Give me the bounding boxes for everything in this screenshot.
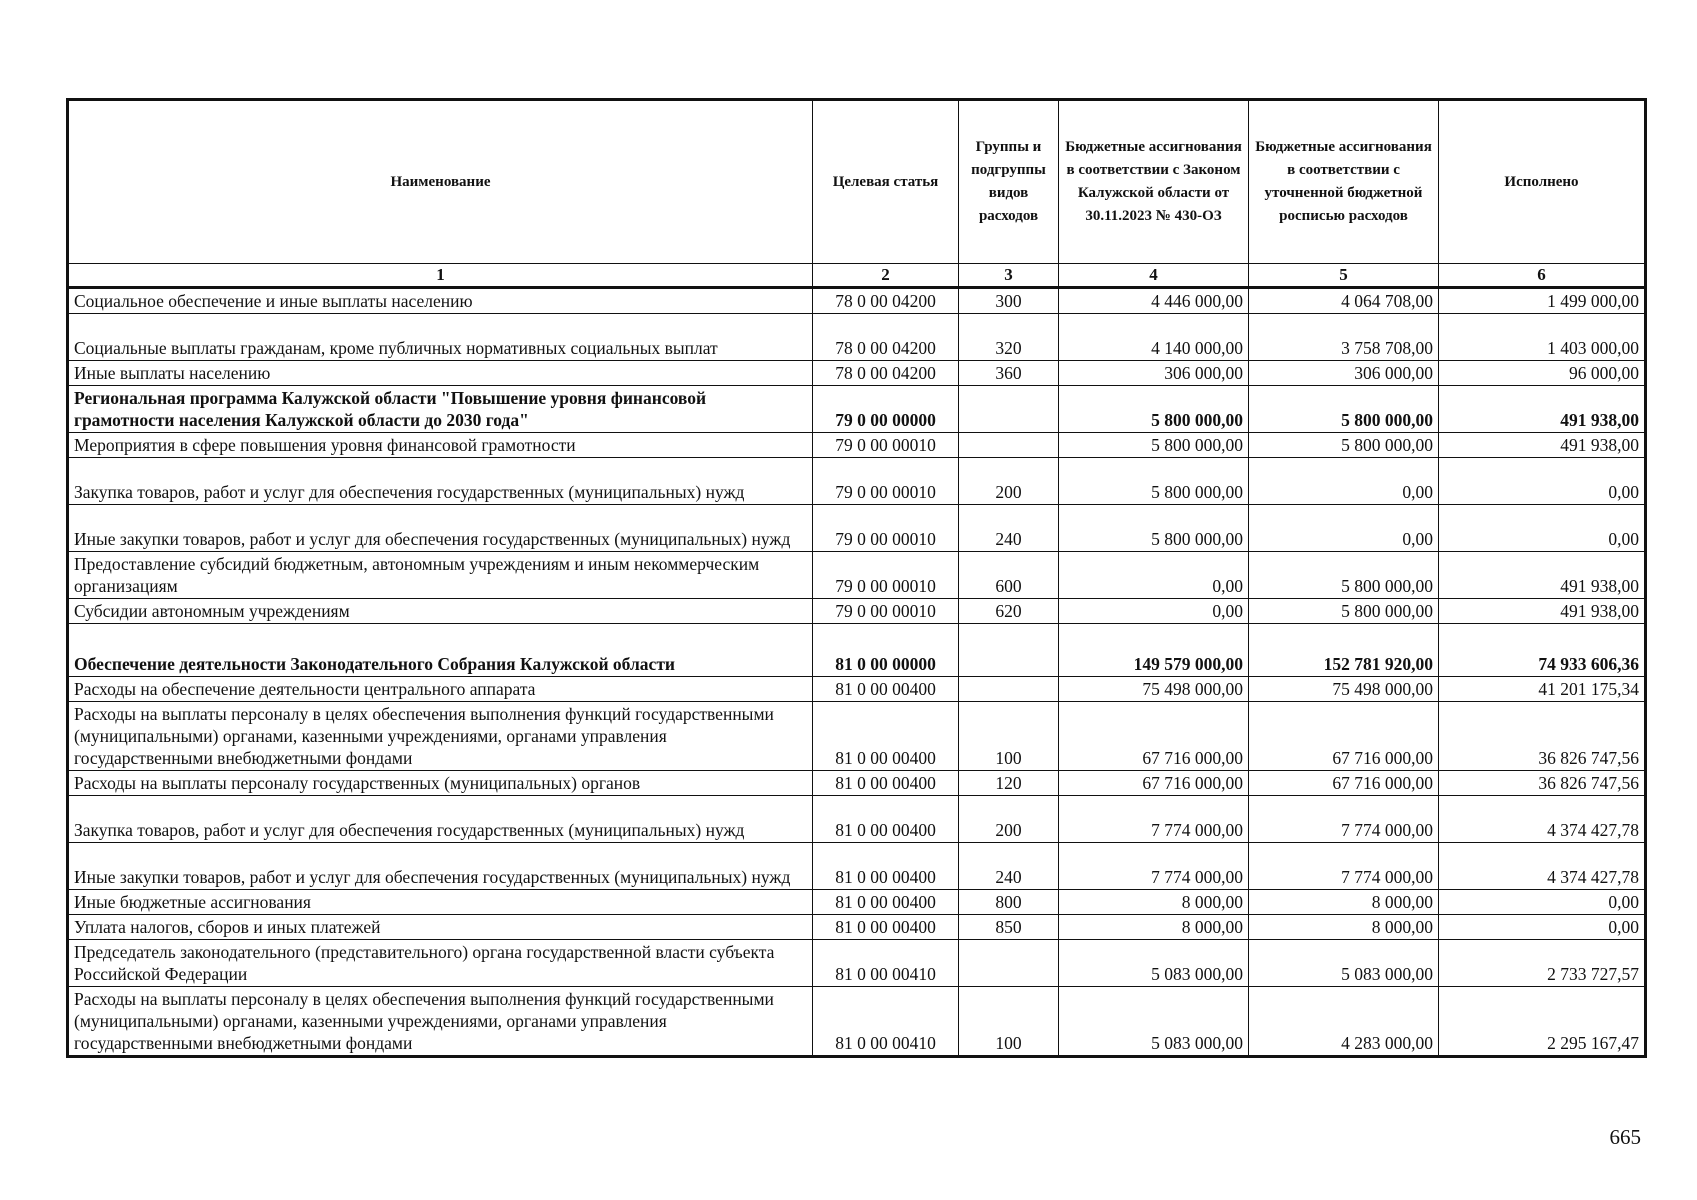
row-name: Расходы на выплаты персоналу в целях обеспечения выполнения функций государственными (муниципальными) органами, казенными учреждениями, органами управления государственными внебюджетными фондами <box>68 702 813 771</box>
row-revised-amount: 7 774 000,00 <box>1249 843 1439 890</box>
row-executed-amount: 0,00 <box>1439 458 1646 505</box>
row-executed-amount: 491 938,00 <box>1439 599 1646 624</box>
row-expense-group: 240 <box>959 843 1059 890</box>
row-law-amount: 67 716 000,00 <box>1059 771 1249 796</box>
row-law-amount: 4 446 000,00 <box>1059 288 1249 314</box>
row-revised-amount: 5 800 000,00 <box>1249 386 1439 433</box>
row-expense-group: 100 <box>959 702 1059 771</box>
table-row <box>68 624 1646 677</box>
row-target-article: 78 0 00 04200 <box>813 361 959 386</box>
row-expense-group <box>959 386 1059 433</box>
row-revised-amount: 3 758 708,00 <box>1249 314 1439 361</box>
table-row <box>68 386 1646 433</box>
header-revised-allocations: Бюджетные ассигнования в соответствии с уточненной бюджетной росписью расходов <box>1249 100 1439 264</box>
row-target-article: 81 0 00 00410 <box>813 987 959 1057</box>
column-number: 1 <box>68 264 813 288</box>
row-law-amount: 7 774 000,00 <box>1059 796 1249 843</box>
row-target-article: 81 0 00 00400 <box>813 771 959 796</box>
page-number: 665 <box>1609 1125 1641 1149</box>
row-target-article: 81 0 00 00400 <box>813 796 959 843</box>
table-row <box>68 288 1646 314</box>
table-row <box>68 361 1646 386</box>
budget-sheet <box>66 98 1644 1058</box>
row-name: Предоставление субсидий бюджетным, автономным учреждениям и иным некоммерческим организациям <box>68 552 813 599</box>
row-name: Иные выплаты населению <box>68 361 813 386</box>
row-target-article: 79 0 00 00010 <box>813 433 959 458</box>
row-expense-group <box>959 624 1059 677</box>
row-name: Мероприятия в сфере повышения уровня финансовой грамотности <box>68 433 813 458</box>
row-expense-group: 320 <box>959 314 1059 361</box>
table-row <box>68 433 1646 458</box>
row-target-article: 81 0 00 00410 <box>813 940 959 987</box>
row-expense-group: 300 <box>959 288 1059 314</box>
row-target-article: 79 0 00 00010 <box>813 505 959 552</box>
row-law-amount: 4 140 000,00 <box>1059 314 1249 361</box>
row-executed-amount: 41 201 175,34 <box>1439 677 1646 702</box>
column-number: 6 <box>1439 264 1646 288</box>
column-number: 5 <box>1249 264 1439 288</box>
row-executed-amount: 491 938,00 <box>1439 386 1646 433</box>
row-revised-amount: 4 064 708,00 <box>1249 288 1439 314</box>
row-law-amount: 8 000,00 <box>1059 915 1249 940</box>
row-expense-group: 600 <box>959 552 1059 599</box>
row-target-article: 81 0 00 00000 <box>813 624 959 677</box>
row-target-article: 81 0 00 00400 <box>813 677 959 702</box>
row-name: Социальные выплаты гражданам, кроме публичных нормативных социальных выплат <box>68 314 813 361</box>
row-revised-amount: 306 000,00 <box>1249 361 1439 386</box>
row-expense-group: 620 <box>959 599 1059 624</box>
row-executed-amount: 1 499 000,00 <box>1439 288 1646 314</box>
row-name: Субсидии автономным учреждениям <box>68 599 813 624</box>
row-expense-group: 200 <box>959 796 1059 843</box>
row-revised-amount: 4 283 000,00 <box>1249 987 1439 1057</box>
row-revised-amount: 5 083 000,00 <box>1249 940 1439 987</box>
row-revised-amount: 7 774 000,00 <box>1249 796 1439 843</box>
header-row <box>68 100 1646 264</box>
table-row <box>68 987 1646 1057</box>
row-law-amount: 5 083 000,00 <box>1059 940 1249 987</box>
header-name: Наименование <box>68 100 813 264</box>
row-name: Закупка товаров, работ и услуг для обеспечения государственных (муниципальных) нужд <box>68 458 813 505</box>
row-expense-group: 360 <box>959 361 1059 386</box>
row-executed-amount: 96 000,00 <box>1439 361 1646 386</box>
row-target-article: 81 0 00 00400 <box>813 915 959 940</box>
row-target-article: 79 0 00 00010 <box>813 599 959 624</box>
row-expense-group: 800 <box>959 890 1059 915</box>
row-law-amount: 306 000,00 <box>1059 361 1249 386</box>
row-revised-amount: 5 800 000,00 <box>1249 599 1439 624</box>
row-name: Председатель законодательного (представительного) органа государственной власти субъекта Российской Федерации <box>68 940 813 987</box>
row-executed-amount: 491 938,00 <box>1439 433 1646 458</box>
row-executed-amount: 36 826 747,56 <box>1439 771 1646 796</box>
table-row <box>68 599 1646 624</box>
row-name: Расходы на выплаты персоналу государственных (муниципальных) органов <box>68 771 813 796</box>
row-law-amount: 75 498 000,00 <box>1059 677 1249 702</box>
row-revised-amount: 67 716 000,00 <box>1249 702 1439 771</box>
row-revised-amount: 67 716 000,00 <box>1249 771 1439 796</box>
row-target-article: 79 0 00 00010 <box>813 458 959 505</box>
header-law-allocations: Бюджетные ассигнования в соответствии с Законом Калужской области от 30.11.2023 № 430-ОЗ <box>1059 100 1249 264</box>
row-expense-group: 850 <box>959 915 1059 940</box>
row-name: Обеспечение деятельности Законодательного Собрания Калужской области <box>68 624 813 677</box>
row-expense-group: 120 <box>959 771 1059 796</box>
table-row <box>68 940 1646 987</box>
column-number-row <box>68 264 1646 288</box>
row-name: Иные закупки товаров, работ и услуг для обеспечения государственных (муниципальных) нужд <box>68 505 813 552</box>
row-expense-group: 240 <box>959 505 1059 552</box>
row-law-amount: 0,00 <box>1059 599 1249 624</box>
row-law-amount: 5 800 000,00 <box>1059 458 1249 505</box>
row-law-amount: 5 800 000,00 <box>1059 505 1249 552</box>
row-revised-amount: 152 781 920,00 <box>1249 624 1439 677</box>
row-executed-amount: 0,00 <box>1439 915 1646 940</box>
row-executed-amount: 2 733 727,57 <box>1439 940 1646 987</box>
budget-table <box>66 98 1647 1058</box>
table-row <box>68 843 1646 890</box>
row-target-article: 79 0 00 00010 <box>813 552 959 599</box>
row-executed-amount: 4 374 427,78 <box>1439 796 1646 843</box>
row-executed-amount: 36 826 747,56 <box>1439 702 1646 771</box>
row-expense-group <box>959 433 1059 458</box>
row-law-amount: 0,00 <box>1059 552 1249 599</box>
row-executed-amount: 0,00 <box>1439 505 1646 552</box>
row-name: Иные бюджетные ассигнования <box>68 890 813 915</box>
header-executed: Исполнено <box>1439 100 1646 264</box>
row-executed-amount: 0,00 <box>1439 890 1646 915</box>
row-law-amount: 67 716 000,00 <box>1059 702 1249 771</box>
table-row <box>68 771 1646 796</box>
row-revised-amount: 5 800 000,00 <box>1249 433 1439 458</box>
row-name: Закупка товаров, работ и услуг для обеспечения государственных (муниципальных) нужд <box>68 796 813 843</box>
row-law-amount: 8 000,00 <box>1059 890 1249 915</box>
row-executed-amount: 4 374 427,78 <box>1439 843 1646 890</box>
row-target-article: 81 0 00 00400 <box>813 702 959 771</box>
row-executed-amount: 1 403 000,00 <box>1439 314 1646 361</box>
row-revised-amount: 5 800 000,00 <box>1249 552 1439 599</box>
row-target-article: 79 0 00 00000 <box>813 386 959 433</box>
row-revised-amount: 8 000,00 <box>1249 890 1439 915</box>
column-number: 3 <box>959 264 1059 288</box>
header-expense-groups: Группы и подгруппы видов расходов <box>959 100 1059 264</box>
row-executed-amount: 2 295 167,47 <box>1439 987 1646 1057</box>
row-revised-amount: 0,00 <box>1249 458 1439 505</box>
row-target-article: 78 0 00 04200 <box>813 314 959 361</box>
row-name: Уплата налогов, сборов и иных платежей <box>68 915 813 940</box>
table-row <box>68 458 1646 505</box>
row-name: Иные закупки товаров, работ и услуг для обеспечения государственных (муниципальных) нужд <box>68 843 813 890</box>
table-row <box>68 677 1646 702</box>
table-row <box>68 890 1646 915</box>
table-row <box>68 552 1646 599</box>
row-target-article: 81 0 00 00400 <box>813 843 959 890</box>
row-expense-group: 100 <box>959 987 1059 1057</box>
column-number: 2 <box>813 264 959 288</box>
column-number: 4 <box>1059 264 1249 288</box>
row-law-amount: 5 800 000,00 <box>1059 433 1249 458</box>
row-target-article: 78 0 00 04200 <box>813 288 959 314</box>
row-revised-amount: 8 000,00 <box>1249 915 1439 940</box>
row-executed-amount: 74 933 606,36 <box>1439 624 1646 677</box>
row-expense-group <box>959 677 1059 702</box>
row-revised-amount: 75 498 000,00 <box>1249 677 1439 702</box>
table-row <box>68 796 1646 843</box>
row-name: Расходы на обеспечение деятельности центрального аппарата <box>68 677 813 702</box>
row-law-amount: 7 774 000,00 <box>1059 843 1249 890</box>
row-expense-group: 200 <box>959 458 1059 505</box>
row-name: Социальное обеспечение и иные выплаты населению <box>68 288 813 314</box>
row-revised-amount: 0,00 <box>1249 505 1439 552</box>
row-target-article: 81 0 00 00400 <box>813 890 959 915</box>
table-row <box>68 915 1646 940</box>
row-law-amount: 149 579 000,00 <box>1059 624 1249 677</box>
row-executed-amount: 491 938,00 <box>1439 552 1646 599</box>
table-row <box>68 314 1646 361</box>
row-name: Региональная программа Калужской области "Повышение уровня финансовой грамотности населения Калужской области до 2030 года" <box>68 386 813 433</box>
row-law-amount: 5 083 000,00 <box>1059 987 1249 1057</box>
table-row <box>68 702 1646 771</box>
row-name: Расходы на выплаты персоналу в целях обеспечения выполнения функций государственными (муниципальными) органами, казенными учреждениями, органами управления государственными внебюджетными фондами <box>68 987 813 1057</box>
row-expense-group <box>959 940 1059 987</box>
header-target-article: Целевая статья <box>813 100 959 264</box>
table-row <box>68 505 1646 552</box>
row-law-amount: 5 800 000,00 <box>1059 386 1249 433</box>
